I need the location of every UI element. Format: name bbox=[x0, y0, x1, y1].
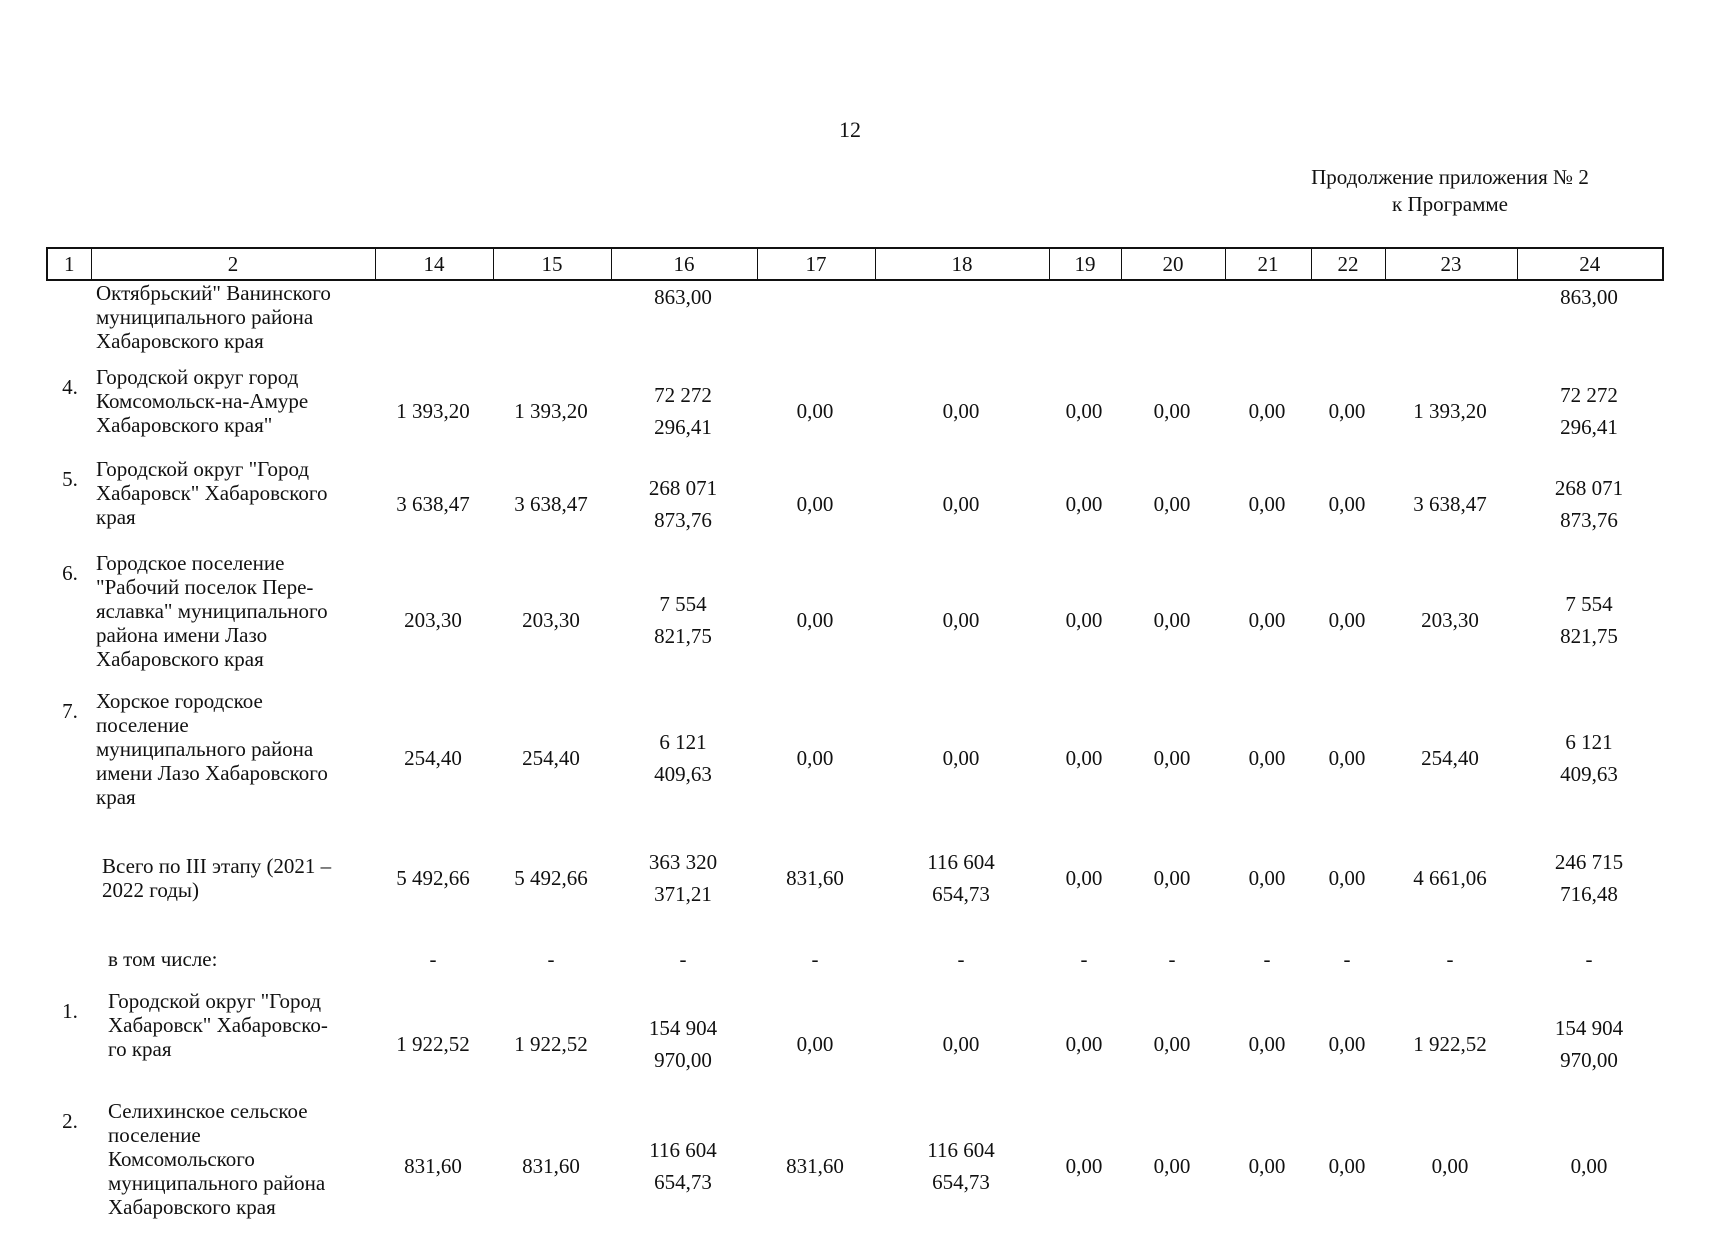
cell-c24-line: 246 715 bbox=[1554, 850, 1624, 874]
cell-c18-line: 0,00 bbox=[942, 399, 980, 423]
municipality-name-line: яславка" муниципального bbox=[96, 599, 328, 623]
cell-c14: 831,60 bbox=[404, 1154, 462, 1178]
cell-c18 bbox=[874, 551, 1048, 689]
cell-c19: 0,00 bbox=[1065, 1154, 1103, 1178]
cell-c18 bbox=[874, 827, 1048, 929]
cell-c16-line: - bbox=[679, 947, 687, 971]
cell-c21: 0,00 bbox=[1248, 746, 1286, 770]
cell-c21: 0,00 bbox=[1248, 866, 1286, 890]
cell-c24-line: 863,00 bbox=[1560, 285, 1618, 309]
cell-c19: 0,00 bbox=[1065, 866, 1103, 890]
cell-c21: 0,00 bbox=[1248, 1154, 1286, 1178]
cell-c20: 0,00 bbox=[1153, 608, 1191, 632]
municipality-name-line: поселение bbox=[96, 713, 189, 737]
cell-c17: 0,00 bbox=[796, 608, 834, 632]
cell-c16-line: 409,63 bbox=[654, 762, 712, 786]
cell-c23 bbox=[1384, 281, 1516, 365]
cell-c18-line: 0,00 bbox=[942, 492, 980, 516]
cell-c18 bbox=[874, 989, 1048, 1099]
cell-c21: 0,00 bbox=[1248, 399, 1286, 423]
table-row bbox=[46, 929, 1662, 989]
cell-c24 bbox=[1516, 365, 1662, 457]
table-row bbox=[46, 457, 1662, 551]
cell-c16-line: 116 604 bbox=[649, 1138, 717, 1162]
municipality-name-line: 2022 годы) bbox=[102, 878, 200, 902]
municipality-name-line: имени Лазо Хабаровского bbox=[96, 761, 328, 785]
cell-c16 bbox=[610, 551, 756, 689]
column-number: 1 bbox=[47, 248, 91, 280]
cell-c18 bbox=[874, 1099, 1048, 1233]
municipality-name-line: района имени Лазо bbox=[96, 623, 268, 647]
row-number bbox=[46, 827, 90, 929]
row-number: 7. bbox=[62, 699, 78, 723]
municipality-name-line: края bbox=[96, 785, 136, 809]
cell-c21: 0,00 bbox=[1248, 1032, 1286, 1056]
table-row bbox=[46, 827, 1662, 929]
column-number-row bbox=[47, 248, 1663, 280]
cell-c17: 0,00 bbox=[796, 746, 834, 770]
municipality-name-line: Комсомольского bbox=[108, 1147, 255, 1171]
municipality-name-line: Хабаровского края bbox=[108, 1195, 276, 1219]
table-row bbox=[46, 1099, 1662, 1233]
municipality-name-line: Городское поселение bbox=[96, 551, 285, 575]
column-number: 20 bbox=[1121, 248, 1225, 280]
cell-c23: 254,40 bbox=[1421, 746, 1479, 770]
municipality-name-line: Хабаровского края bbox=[96, 329, 264, 353]
cell-c16-line: 72 272 bbox=[654, 383, 712, 407]
cell-c21: - bbox=[1263, 947, 1271, 971]
cell-c23: 0,00 bbox=[1431, 1154, 1469, 1178]
cell-c17: 0,00 bbox=[796, 1032, 834, 1056]
cell-c19: 0,00 bbox=[1065, 1032, 1103, 1056]
column-number: 2 bbox=[91, 248, 375, 280]
cell-c22: 0,00 bbox=[1328, 1154, 1366, 1178]
cell-c18-line: 0,00 bbox=[942, 746, 980, 770]
municipality-name-line: поселение bbox=[108, 1123, 201, 1147]
cell-c18 bbox=[874, 281, 1048, 365]
cell-c16 bbox=[610, 1099, 756, 1233]
cell-c18-line: 654,73 bbox=[932, 1170, 990, 1194]
cell-c23: 3 638,47 bbox=[1413, 492, 1487, 516]
cell-c15: 1 922,52 bbox=[514, 1032, 588, 1056]
cell-c24-line: 7 554 bbox=[1565, 592, 1613, 616]
cell-c14: 1 922,52 bbox=[396, 1032, 470, 1056]
cell-c24 bbox=[1516, 457, 1662, 551]
cell-c16 bbox=[610, 827, 756, 929]
cell-c24 bbox=[1516, 1099, 1662, 1233]
cell-c16 bbox=[610, 929, 756, 989]
municipality-name-line: края bbox=[96, 505, 136, 529]
cell-c16-line: 154 904 bbox=[648, 1016, 718, 1040]
cell-c20: 0,00 bbox=[1153, 866, 1191, 890]
cell-c21: 0,00 bbox=[1248, 492, 1286, 516]
table-row bbox=[46, 989, 1662, 1099]
cell-c18-line: - bbox=[957, 947, 965, 971]
cell-c17: 831,60 bbox=[786, 1154, 844, 1178]
cell-c20: 0,00 bbox=[1153, 1154, 1191, 1178]
municipality-name-line: Хабаровск" Хабаровского bbox=[96, 481, 328, 505]
cell-c16-line: 371,21 bbox=[654, 882, 712, 906]
cell-c17: 0,00 bbox=[796, 399, 834, 423]
cell-c23: - bbox=[1446, 947, 1454, 971]
row-number bbox=[46, 281, 90, 365]
municipality-name bbox=[90, 365, 374, 457]
cell-c16 bbox=[610, 281, 756, 365]
cell-c16-line: 7 554 bbox=[659, 592, 707, 616]
cell-c24-line: 154 904 bbox=[1554, 1016, 1624, 1040]
cell-c21 bbox=[1224, 281, 1310, 365]
cell-c24 bbox=[1516, 689, 1662, 827]
cell-c20: - bbox=[1168, 947, 1176, 971]
cell-c19: 0,00 bbox=[1065, 608, 1103, 632]
cell-c18 bbox=[874, 929, 1048, 989]
column-number: 21 bbox=[1225, 248, 1311, 280]
cell-c24 bbox=[1516, 551, 1662, 689]
municipality-name-line: Городской округ "Город bbox=[108, 989, 322, 1013]
cell-c15: 254,40 bbox=[522, 746, 580, 770]
table-row bbox=[46, 551, 1662, 689]
municipality-name bbox=[90, 457, 374, 551]
cell-c20 bbox=[1120, 281, 1224, 365]
cell-c16-line: 268 071 bbox=[648, 476, 718, 500]
cell-c14: 1 393,20 bbox=[396, 399, 470, 423]
cell-c24-line: - bbox=[1585, 947, 1593, 971]
row-number: 1. bbox=[62, 999, 78, 1023]
cell-c18 bbox=[874, 365, 1048, 457]
column-number: 18 bbox=[875, 248, 1049, 280]
cell-c20: 0,00 bbox=[1153, 492, 1191, 516]
municipality-name-line: Октябрьский" Ванинского bbox=[96, 281, 331, 305]
municipality-name-line: "Рабочий поселок Пере- bbox=[96, 575, 314, 599]
cell-c14 bbox=[374, 281, 492, 365]
cell-c24-line: 873,76 bbox=[1560, 508, 1618, 532]
municipality-name bbox=[90, 989, 374, 1099]
cell-c24-line: 0,00 bbox=[1570, 1154, 1608, 1178]
cell-c15: 1 393,20 bbox=[514, 399, 588, 423]
row-number: 2. bbox=[62, 1109, 78, 1133]
cell-c17 bbox=[756, 281, 874, 365]
cell-c23: 1 393,20 bbox=[1413, 399, 1487, 423]
column-number: 19 bbox=[1049, 248, 1121, 280]
cell-c20: 0,00 bbox=[1153, 1032, 1191, 1056]
row-number: 6. bbox=[62, 561, 78, 585]
table-row bbox=[46, 365, 1662, 457]
appendix-line-2: к Программе bbox=[1392, 192, 1508, 216]
cell-c24-line: 296,41 bbox=[1560, 415, 1618, 439]
cell-c16-line: 863,00 bbox=[654, 285, 712, 309]
cell-c19 bbox=[1048, 281, 1120, 365]
cell-c18 bbox=[874, 457, 1048, 551]
cell-c24 bbox=[1516, 929, 1662, 989]
cell-c19: - bbox=[1080, 947, 1088, 971]
cell-c20: 0,00 bbox=[1153, 746, 1191, 770]
row-number: 4. bbox=[62, 375, 78, 399]
municipality-name-line: Хабаровск" Хабаровско- bbox=[108, 1013, 328, 1037]
cell-c24 bbox=[1516, 281, 1662, 365]
cell-c23: 203,30 bbox=[1421, 608, 1479, 632]
cell-c15: 3 638,47 bbox=[514, 492, 588, 516]
row-number bbox=[46, 929, 90, 989]
column-number: 14 bbox=[375, 248, 493, 280]
cell-c18-line: 116 604 bbox=[927, 850, 995, 874]
cell-c24-line: 268 071 bbox=[1554, 476, 1624, 500]
municipality-name bbox=[90, 929, 374, 989]
cell-c24 bbox=[1516, 827, 1662, 929]
cell-c16-line: 363 320 bbox=[648, 850, 718, 874]
cell-c22: 0,00 bbox=[1328, 1032, 1366, 1056]
municipality-name bbox=[90, 827, 374, 929]
cell-c18-line: 654,73 bbox=[932, 882, 990, 906]
cell-c24-line: 970,00 bbox=[1560, 1048, 1618, 1072]
column-number: 22 bbox=[1311, 248, 1385, 280]
cell-c16-line: 873,76 bbox=[654, 508, 712, 532]
cell-c22: 0,00 bbox=[1328, 492, 1366, 516]
cell-c14: 203,30 bbox=[404, 608, 462, 632]
cell-c14: - bbox=[429, 947, 437, 971]
municipality-name bbox=[90, 689, 374, 827]
municipality-name bbox=[90, 281, 374, 365]
page-number: 12 bbox=[839, 117, 861, 142]
municipality-name-line: Хорское городское bbox=[96, 689, 263, 713]
cell-c22: 0,00 bbox=[1328, 866, 1366, 890]
cell-c22 bbox=[1310, 281, 1384, 365]
municipality-name bbox=[90, 1099, 374, 1233]
cell-c16-line: 970,00 bbox=[654, 1048, 712, 1072]
column-number: 17 bbox=[757, 248, 875, 280]
cell-c15: - bbox=[547, 947, 555, 971]
municipality-name-line: Хабаровского края bbox=[96, 647, 264, 671]
municipality-name bbox=[90, 551, 374, 689]
cell-c22: 0,00 bbox=[1328, 746, 1366, 770]
cell-c16 bbox=[610, 457, 756, 551]
cell-c24 bbox=[1516, 989, 1662, 1099]
cell-c19: 0,00 bbox=[1065, 399, 1103, 423]
cell-c24-line: 821,75 bbox=[1560, 624, 1618, 648]
cell-c21: 0,00 bbox=[1248, 608, 1286, 632]
cell-c23: 1 922,52 bbox=[1413, 1032, 1487, 1056]
cell-c24-line: 409,63 bbox=[1560, 762, 1618, 786]
cell-c17: - bbox=[811, 947, 819, 971]
municipality-name-line: Городской округ город bbox=[96, 365, 299, 389]
cell-c23: 4 661,06 bbox=[1413, 866, 1487, 890]
column-number: 16 bbox=[611, 248, 757, 280]
cell-c18-line: 116 604 bbox=[927, 1138, 995, 1162]
cell-c18-line: 0,00 bbox=[942, 608, 980, 632]
cell-c16-line: 6 121 bbox=[659, 730, 707, 754]
cell-c14: 254,40 bbox=[404, 746, 462, 770]
cell-c22: 0,00 bbox=[1328, 608, 1366, 632]
cell-c16-line: 821,75 bbox=[654, 624, 712, 648]
appendix-caption bbox=[1230, 164, 1670, 218]
column-number: 24 bbox=[1517, 248, 1663, 280]
municipality-name-line: Городской округ "Город bbox=[96, 457, 310, 481]
municipality-name-line: Хабаровского края" bbox=[96, 413, 273, 437]
table-row bbox=[46, 281, 1662, 365]
column-number: 15 bbox=[493, 248, 611, 280]
municipality-name-line: Комсомольск-на-Амуре bbox=[96, 389, 309, 413]
column-header-table bbox=[46, 247, 1664, 281]
cell-c20: 0,00 bbox=[1153, 399, 1191, 423]
cell-c24-line: 72 272 bbox=[1560, 383, 1618, 407]
table-row bbox=[46, 689, 1662, 827]
cell-c14: 3 638,47 bbox=[396, 492, 470, 516]
cell-c16 bbox=[610, 689, 756, 827]
cell-c16-line: 296,41 bbox=[654, 415, 712, 439]
appendix-line-1: Продолжение приложения № 2 bbox=[1311, 165, 1589, 189]
cell-c15: 203,30 bbox=[522, 608, 580, 632]
cell-c17: 831,60 bbox=[786, 866, 844, 890]
cell-c16-line: 654,73 bbox=[654, 1170, 712, 1194]
cell-c15 bbox=[492, 281, 610, 365]
data-table bbox=[46, 281, 1662, 1233]
cell-c19: 0,00 bbox=[1065, 746, 1103, 770]
cell-c16 bbox=[610, 989, 756, 1099]
municipality-name-line: Селихинское сельское bbox=[108, 1099, 308, 1123]
cell-c24-line: 6 121 bbox=[1565, 730, 1613, 754]
municipality-name-line: муниципального района bbox=[108, 1171, 326, 1195]
cell-c18 bbox=[874, 689, 1048, 827]
municipality-name-line: муниципального района bbox=[96, 305, 314, 329]
municipality-name-line: го края bbox=[108, 1037, 172, 1061]
cell-c17: 0,00 bbox=[796, 492, 834, 516]
cell-c22: 0,00 bbox=[1328, 399, 1366, 423]
cell-c15: 831,60 bbox=[522, 1154, 580, 1178]
column-number: 23 bbox=[1385, 248, 1517, 280]
cell-c14: 5 492,66 bbox=[396, 866, 470, 890]
cell-c24-line: 716,48 bbox=[1560, 882, 1618, 906]
municipality-name-line: в том числе: bbox=[108, 947, 218, 971]
cell-c15: 5 492,66 bbox=[514, 866, 588, 890]
row-number: 5. bbox=[62, 467, 78, 491]
cell-c19: 0,00 bbox=[1065, 492, 1103, 516]
municipality-name-line: Всего по III этапу (2021 – bbox=[102, 854, 332, 878]
cell-c18-line: 0,00 bbox=[942, 1032, 980, 1056]
municipality-name-line: муниципального района bbox=[96, 737, 314, 761]
cell-c22: - bbox=[1343, 947, 1351, 971]
cell-c16 bbox=[610, 365, 756, 457]
